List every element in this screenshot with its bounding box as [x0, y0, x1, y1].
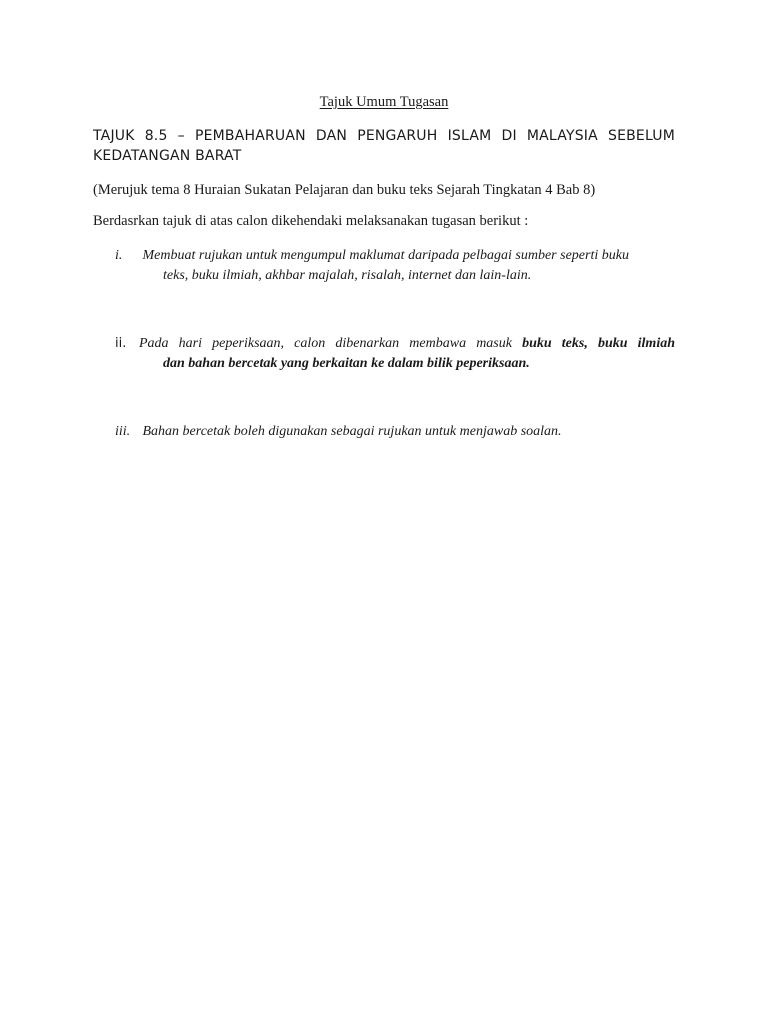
task-item-1-line-2: teks, buku ilmiah, akhbar majalah, risalah, internet dan lain-lain.: [163, 268, 532, 283]
task-item-2-line-2: dan bahan bercetak yang berkaitan ke dalam bilik peperiksaan.: [163, 356, 530, 371]
task-item-3-number: iii.: [115, 424, 131, 439]
topic-heading-line-2: KEDATANGAN BARAT: [93, 148, 242, 164]
task-item-2-line-1-wrap: [115, 334, 675, 354]
task-item-1-number: i.: [115, 248, 123, 263]
task-item-1-line-1: Membuat rujukan untuk mengumpul maklumat daripada pelbagai sumber seperti buku: [142, 248, 629, 263]
task-item-3-line-1: Bahan bercetak boleh digunakan sebagai rujukan untuk menjawab soalan.: [142, 424, 562, 439]
task-item-2: [115, 334, 675, 374]
reference-note: (Merujuk tema 8 Huraian Sukatan Pelajaran dan buku teks Sejarah Tingkatan 4 Bab 8): [93, 182, 596, 198]
topic-heading: [93, 126, 675, 166]
task-item-3: [115, 422, 675, 442]
task-item-1: [115, 246, 675, 286]
instruction-text: Berdasrkan tajuk di atas calon dikehendaki melaksanakan tugasan berikut :: [93, 213, 529, 229]
task-item-2-number: ii.: [115, 336, 127, 351]
topic-heading-line-1: TAJUK 8.5 – PEMBAHARUAN DAN PENGARUH ISLAM DI MALAYSIA SEBELUM: [93, 128, 675, 144]
task-item-2-line-1-bold: buku teks, buku ilmiah: [522, 336, 676, 351]
document-title: Tajuk Umum Tugasan: [319, 94, 449, 110]
task-item-2-line-1: Pada hari peperiksaan, calon dibenarkan membawa masuk: [139, 336, 523, 351]
